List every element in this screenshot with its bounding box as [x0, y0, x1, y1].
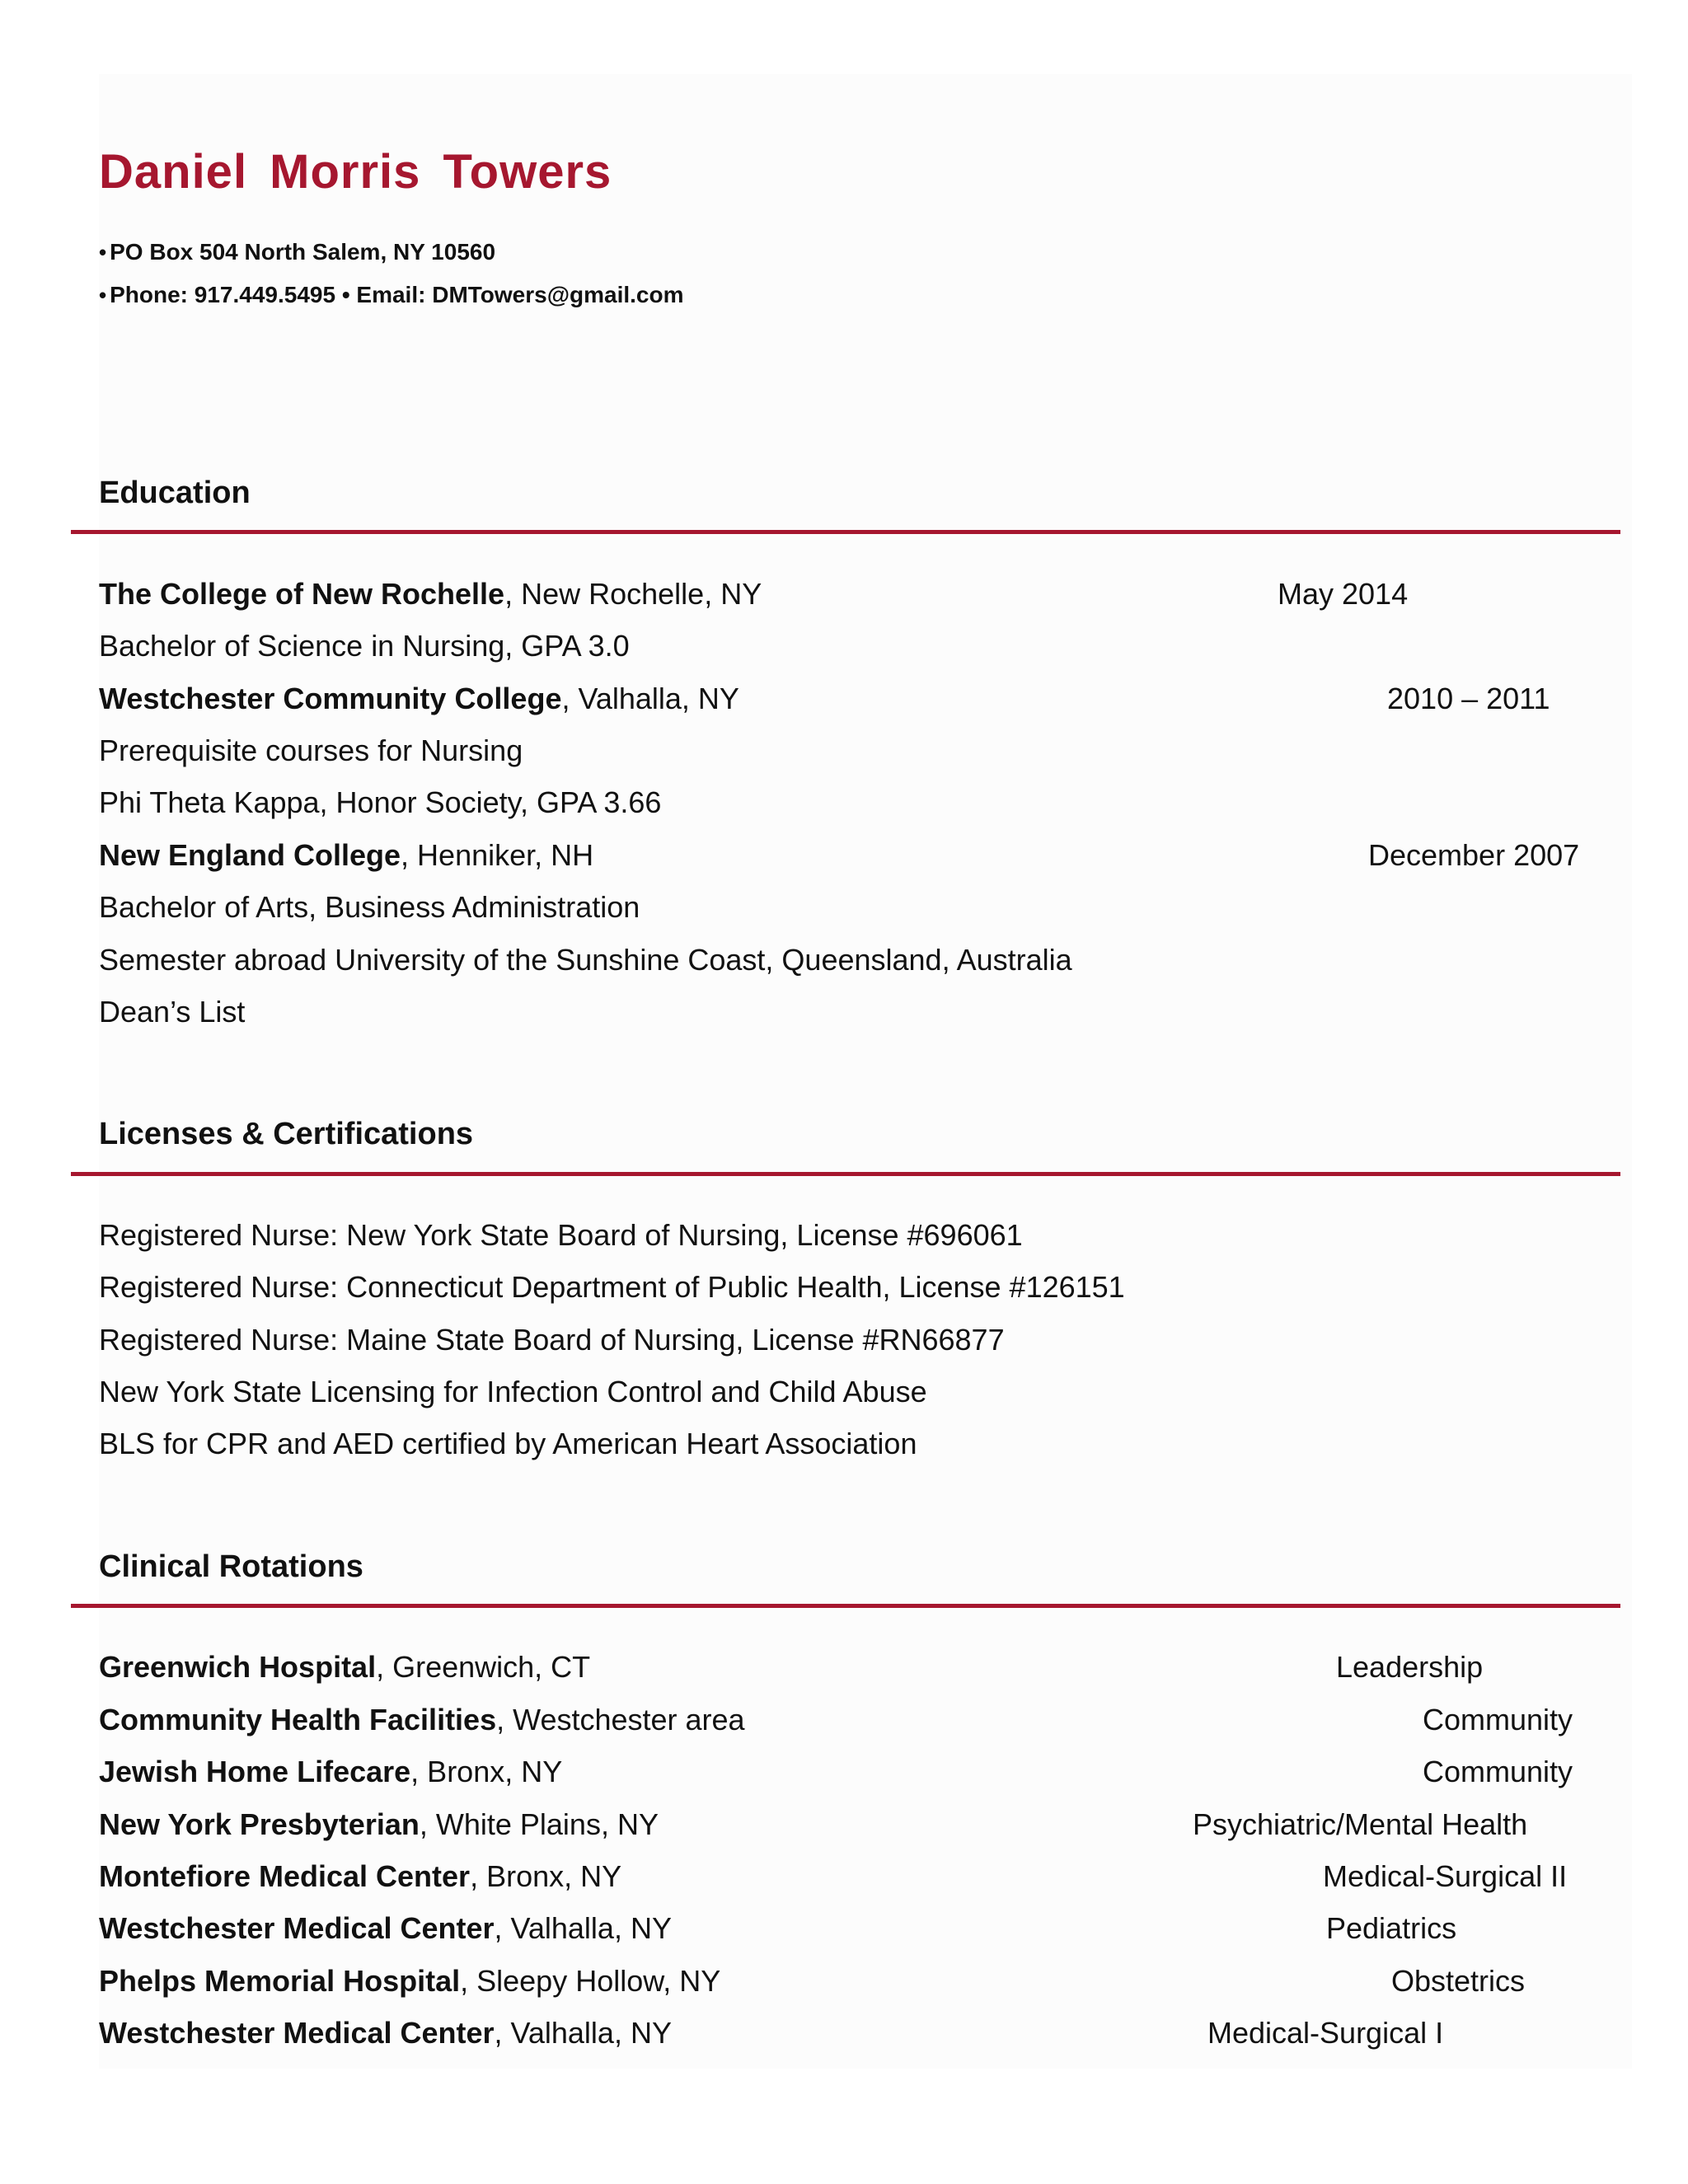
school-location: , Valhalla, NY	[561, 682, 739, 715]
rotation-site: Montefiore Medical Center	[99, 1859, 471, 1893]
rotation-type: Community	[1423, 1703, 1573, 1736]
rotation-site: New York Presbyterian	[99, 1807, 420, 1841]
clinical-heading: Clinical Rotations	[99, 1549, 363, 1584]
rotation-row	[99, 1964, 720, 1999]
rotation-site: Westchester Medical Center	[99, 2016, 495, 2050]
education-date: 2010 – 2011	[1387, 682, 1550, 715]
rotation-site: Phelps Memorial Hospital	[99, 1964, 461, 1998]
rotation-row	[99, 1807, 659, 1842]
education-date: May 2014	[1278, 577, 1409, 611]
rotation-site: Community Health Facilities	[99, 1703, 497, 1736]
rotation-row	[99, 2016, 672, 2050]
rotation-site: Westchester Medical Center	[99, 1911, 495, 1945]
rotation-site: Greenwich Hospital	[99, 1650, 377, 1684]
school-name: The College of New Rochelle	[99, 577, 505, 611]
education-date: December 2007	[1368, 838, 1580, 872]
rotation-type: Obstetrics	[1391, 1964, 1526, 1998]
education-detail: Bachelor of Arts, Business Administration	[99, 890, 640, 924]
education-entry	[99, 682, 739, 716]
rotation-type: Psychiatric/Mental Health	[1193, 1807, 1528, 1841]
bullet: •	[99, 240, 107, 265]
education-entry	[99, 577, 762, 612]
school-location: , New Rochelle, NY	[504, 577, 762, 611]
license-item: New York State Licensing for Infection Control and Child Abuse	[99, 1375, 927, 1408]
rotation-row	[99, 1703, 745, 1737]
education-detail: Prerequisite courses for Nursing	[99, 733, 523, 767]
rotation-row	[99, 1911, 672, 1946]
resume-name: Daniel Morris Towers	[99, 145, 612, 199]
licenses-heading: Licenses & Certifications	[99, 1117, 474, 1151]
education-detail: Semester abroad University of the Sunshine Coast, Queensland, Australia	[99, 943, 1072, 977]
rotation-location: , Bronx, NY	[410, 1755, 563, 1788]
rotation-location: , Westchester area	[496, 1703, 745, 1736]
phone-email-line	[99, 282, 684, 308]
school-name: Westchester Community College	[99, 682, 562, 715]
education-detail: Dean’s List	[99, 995, 246, 1029]
rotation-location: , Sleepy Hollow, NY	[460, 1964, 721, 1998]
rotation-location: , White Plains, NY	[419, 1807, 659, 1841]
license-item: Registered Nurse: New York State Board of Nursing, License #696061	[99, 1218, 1023, 1252]
education-heading: Education	[99, 476, 251, 510]
rotation-type: Medical-Surgical I	[1207, 2016, 1444, 2050]
education-detail: Bachelor of Science in Nursing, GPA 3.0	[99, 629, 630, 663]
license-item: BLS for CPR and AED certified by American Heart Association	[99, 1427, 917, 1460]
rotation-type: Medical-Surgical II	[1323, 1859, 1568, 1893]
section-divider	[71, 1172, 1620, 1176]
phone-email-text: Phone: 917.449.5495 • Email: DMTowers@gmail.com	[110, 282, 684, 307]
rotation-row	[99, 1859, 621, 1894]
address-line	[99, 239, 495, 265]
rotation-location: , Valhalla, NY	[494, 2016, 672, 2050]
address-text: PO Box 504 North Salem, NY 10560	[110, 239, 496, 265]
rotation-site: Jewish Home Lifecare	[99, 1755, 411, 1788]
rotation-location: , Greenwich, CT	[376, 1650, 591, 1684]
rotation-row	[99, 1755, 562, 1789]
section-divider	[71, 1604, 1620, 1608]
rotation-location: , Valhalla, NY	[494, 1911, 672, 1945]
education-entry	[99, 838, 593, 873]
rotation-location: , Bronx, NY	[470, 1859, 622, 1893]
bullet: •	[99, 283, 107, 307]
rotation-type: Leadership	[1336, 1650, 1484, 1684]
school-location: , Henniker, NH	[401, 838, 594, 872]
school-name: New England College	[99, 838, 401, 872]
education-detail: Phi Theta Kappa, Honor Society, GPA 3.66	[99, 785, 662, 819]
section-divider	[71, 530, 1620, 534]
license-item: Registered Nurse: Maine State Board of Nursing, License #RN66877	[99, 1323, 1005, 1357]
rotation-row	[99, 1650, 590, 1685]
rotation-type: Community	[1423, 1755, 1573, 1788]
license-item: Registered Nurse: Connecticut Department of Public Health, License #126151	[99, 1270, 1125, 1304]
rotation-type: Pediatrics	[1326, 1911, 1457, 1945]
